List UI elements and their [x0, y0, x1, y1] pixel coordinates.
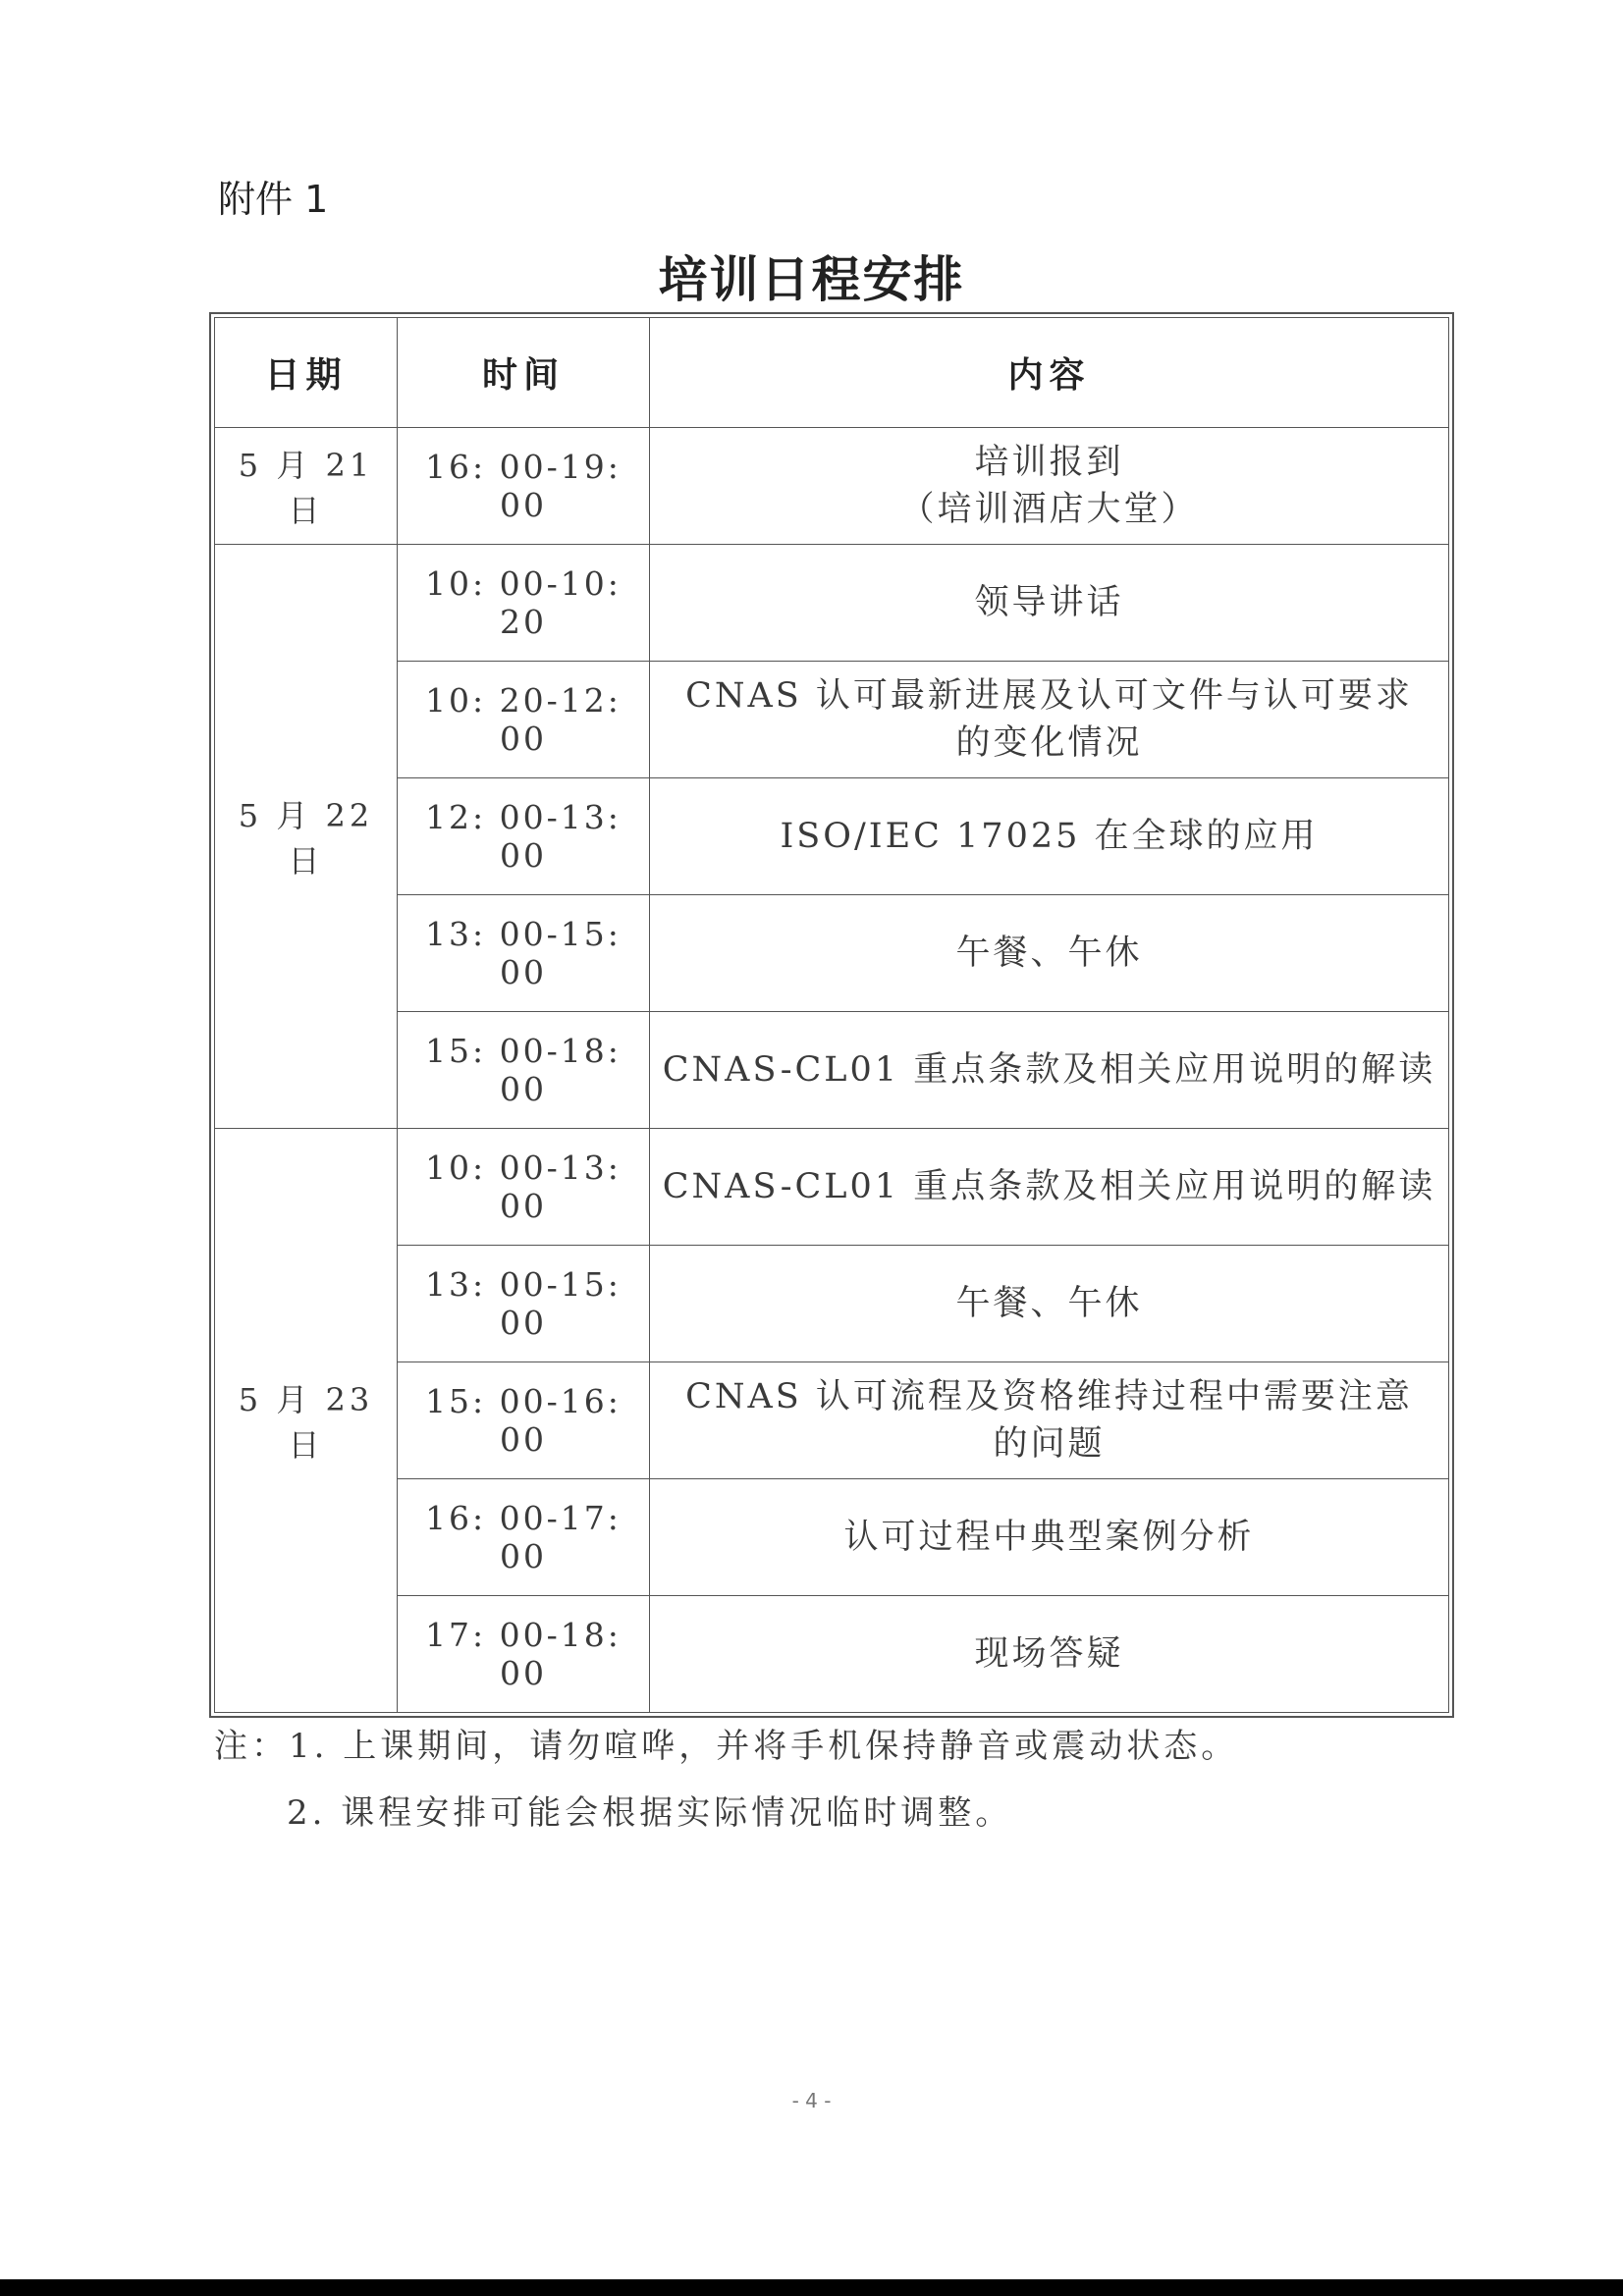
time-cell: 10: 00-10: 20 — [398, 545, 650, 662]
content-line: CNAS-CL01 重点条款及相关应用说明的解读 — [662, 1050, 1436, 1090]
content-line: 现场答疑 — [974, 1634, 1124, 1674]
time-cell: 16: 00-19: 00 — [398, 428, 650, 545]
time-cell: 10: 20-12: 00 — [398, 662, 650, 778]
table-header-row — [215, 318, 1449, 428]
table-row — [215, 1129, 1449, 1246]
content-cell — [650, 1246, 1449, 1362]
page-number: - 4 - — [791, 2089, 832, 2112]
time-cell: 15: 00-16: 00 — [398, 1362, 650, 1479]
table-row — [215, 662, 1449, 778]
content-cell — [650, 1012, 1449, 1129]
schedule-table — [214, 317, 1449, 1713]
note-line-2: 2. 课程安排可能会根据实际情况临时调整。 — [287, 1793, 1013, 1833]
table-row — [215, 428, 1449, 545]
notes-block — [214, 1713, 1238, 1846]
content-cell — [650, 1362, 1449, 1479]
content-cell — [650, 1596, 1449, 1713]
date-cell: 5 月 21 日 — [215, 428, 398, 545]
header-date: 日期 — [215, 318, 398, 428]
schedule-table-frame — [209, 312, 1454, 1718]
content-cell — [650, 1479, 1449, 1596]
time-cell: 10: 00-13: 00 — [398, 1129, 650, 1246]
content-line: 午餐、午休 — [955, 1284, 1143, 1323]
content-cell — [650, 1129, 1449, 1246]
table-row — [215, 1362, 1449, 1479]
header-time: 时间 — [398, 318, 650, 428]
table-row — [215, 1246, 1449, 1362]
time-cell: 12: 00-13: 00 — [398, 778, 650, 895]
table-row — [215, 778, 1449, 895]
date-cell: 5 月 22 日 — [215, 545, 398, 1129]
note-line-1: 注：1. 上课期间，请勿喧哗，并将手机保持静音或震动状态。 — [214, 1727, 1239, 1766]
time-cell: 13: 00-15: 00 — [398, 895, 650, 1012]
table-row — [215, 1596, 1449, 1713]
time-cell: 13: 00-15: 00 — [398, 1246, 650, 1362]
table-row — [215, 545, 1449, 662]
content-line: 培训报到 — [974, 443, 1124, 482]
content-line: 认可过程中典型案例分析 — [843, 1518, 1255, 1557]
time-cell: 16: 00-17: 00 — [398, 1479, 650, 1596]
content-line: CNAS 认可流程及资格维持过程中需要注意 — [685, 1377, 1413, 1416]
content-line: ISO/IEC 17025 在全球的应用 — [780, 817, 1319, 856]
content-cell — [650, 778, 1449, 895]
content-line: CNAS-CL01 重点条款及相关应用说明的解读 — [662, 1167, 1436, 1206]
content-cell — [650, 895, 1449, 1012]
table-row — [215, 895, 1449, 1012]
date-cell: 5 月 23 日 — [215, 1129, 398, 1713]
table-row — [215, 1479, 1449, 1596]
content-cell — [650, 428, 1449, 545]
content-line: 午餐、午休 — [955, 934, 1143, 973]
content-line: （培训酒店大堂） — [899, 490, 1199, 529]
document-title: 培训日程安排 — [658, 250, 965, 308]
header-content: 内容 — [650, 318, 1449, 428]
time-cell: 15: 00-18: 00 — [398, 1012, 650, 1129]
attachment-label: 附件 1 — [218, 178, 329, 221]
time-cell: 17: 00-18: 00 — [398, 1596, 650, 1713]
content-line: 的变化情况 — [955, 723, 1143, 763]
content-line: CNAS 认可最新进展及认可文件与认可要求 — [685, 676, 1413, 716]
scan-edge-bar — [0, 2279, 1623, 2296]
content-line: 领导讲话 — [974, 583, 1124, 622]
content-line: 的问题 — [993, 1424, 1106, 1464]
table-row — [215, 1012, 1449, 1129]
content-cell — [650, 662, 1449, 778]
content-cell — [650, 545, 1449, 662]
